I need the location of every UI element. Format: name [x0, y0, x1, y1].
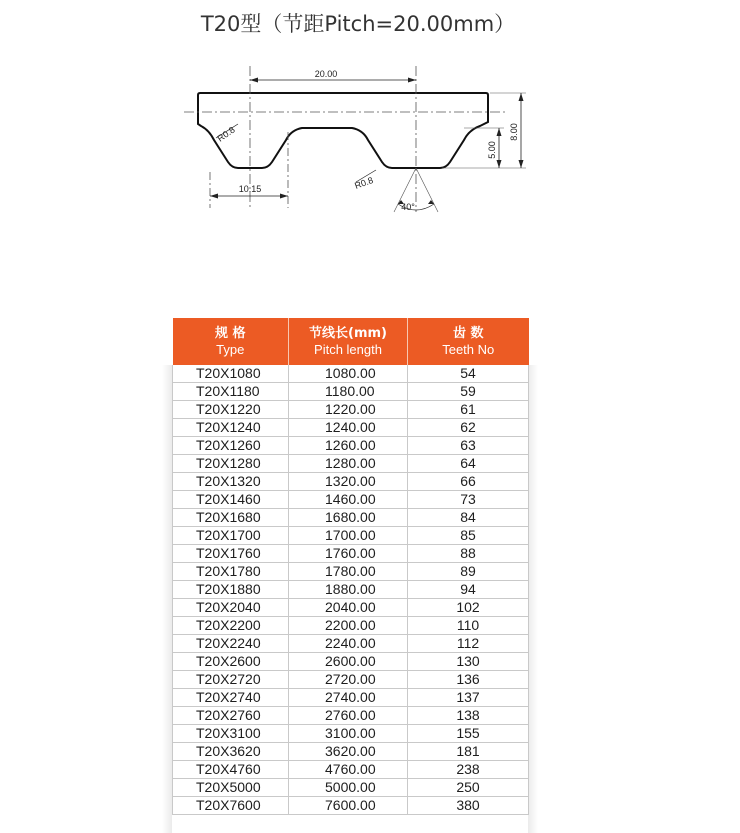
cell-type: T20X1880 — [173, 581, 289, 599]
cell-teeth-no: 63 — [408, 437, 529, 455]
cell-pitch-length: 1760.00 — [289, 545, 408, 563]
cell-type: T20X1260 — [173, 437, 289, 455]
cell-pitch-length: 2200.00 — [289, 617, 408, 635]
cell-type: T20X1700 — [173, 527, 289, 545]
cell-teeth-no: 61 — [408, 401, 529, 419]
cell-pitch-length: 1880.00 — [289, 581, 408, 599]
table-row — [173, 365, 529, 383]
cell-type: T20X3620 — [173, 743, 289, 761]
table-row — [173, 491, 529, 509]
dim-tooth-height-label: 5.00 — [487, 141, 497, 159]
cell-teeth-no: 181 — [408, 743, 529, 761]
table-row — [173, 617, 529, 635]
table-row — [173, 671, 529, 689]
cell-type: T20X5000 — [173, 779, 289, 797]
header-teeth-no-en: Teeth No — [442, 342, 495, 357]
cell-pitch-length: 5000.00 — [289, 779, 408, 797]
header-pitch-length-cn: 节线长(mm) — [309, 326, 387, 341]
header-teeth-no-cn: 齿 数 — [452, 326, 484, 341]
table-row — [173, 383, 529, 401]
header-type — [173, 318, 289, 365]
table-header-row — [173, 318, 529, 365]
table-row — [173, 419, 529, 437]
cell-pitch-length: 2740.00 — [289, 689, 408, 707]
table-row — [173, 545, 529, 563]
dim-pitch-label: 20.00 — [314, 69, 338, 79]
cell-type: T20X4760 — [173, 761, 289, 779]
cell-teeth-no: 137 — [408, 689, 529, 707]
cell-pitch-length: 2600.00 — [289, 653, 408, 671]
table-row — [173, 563, 529, 581]
table-row — [173, 707, 529, 725]
table-row — [173, 779, 529, 797]
cell-teeth-no: 66 — [408, 473, 529, 491]
header-type-cn: 规 格 — [214, 326, 246, 341]
cell-teeth-no: 94 — [408, 581, 529, 599]
cell-teeth-no: 102 — [408, 599, 529, 617]
cell-type: T20X1180 — [173, 383, 289, 401]
cell-teeth-no: 380 — [408, 797, 529, 815]
cell-type: T20X1780 — [173, 563, 289, 581]
header-type-en: Type — [216, 342, 245, 357]
cell-type: T20X1080 — [173, 365, 289, 383]
dim-total-height-label: 8.00 — [509, 123, 519, 141]
table-row — [173, 635, 529, 653]
table-row — [173, 527, 529, 545]
cell-pitch-length: 7600.00 — [289, 797, 408, 815]
cell-pitch-length: 1220.00 — [289, 401, 408, 419]
cell-pitch-length: 1680.00 — [289, 509, 408, 527]
cell-pitch-length: 3620.00 — [289, 743, 408, 761]
cell-pitch-length: 1460.00 — [289, 491, 408, 509]
cell-type: T20X7600 — [173, 797, 289, 815]
cell-teeth-no: 250 — [408, 779, 529, 797]
cell-pitch-length: 1780.00 — [289, 563, 408, 581]
cell-teeth-no: 130 — [408, 653, 529, 671]
header-pitch-length — [289, 318, 408, 365]
cell-pitch-length: 1260.00 — [289, 437, 408, 455]
cell-type: T20X1680 — [173, 509, 289, 527]
cell-teeth-no: 110 — [408, 617, 529, 635]
page-title: T20型（节距Pitch=20.00mm） — [200, 12, 516, 36]
belt-profile-drawing — [180, 62, 540, 232]
cell-teeth-no: 85 — [408, 527, 529, 545]
table-row — [173, 509, 529, 527]
cell-type: T20X2740 — [173, 689, 289, 707]
cell-teeth-no: 84 — [408, 509, 529, 527]
table-row — [173, 797, 529, 815]
cell-teeth-no: 89 — [408, 563, 529, 581]
cell-pitch-length: 2720.00 — [289, 671, 408, 689]
cell-pitch-length: 1240.00 — [289, 419, 408, 437]
table-shadow-right — [528, 365, 538, 833]
cell-teeth-no: 136 — [408, 671, 529, 689]
table-row — [173, 455, 529, 473]
table-row — [173, 689, 529, 707]
cell-pitch-length: 2240.00 — [289, 635, 408, 653]
cell-teeth-no: 62 — [408, 419, 529, 437]
cell-teeth-no: 54 — [408, 365, 529, 383]
cell-pitch-length: 3100.00 — [289, 725, 408, 743]
cell-pitch-length: 1080.00 — [289, 365, 408, 383]
cell-teeth-no: 88 — [408, 545, 529, 563]
table-body — [173, 365, 529, 815]
cell-teeth-no: 155 — [408, 725, 529, 743]
cell-pitch-length: 1320.00 — [289, 473, 408, 491]
cell-type: T20X1240 — [173, 419, 289, 437]
cell-teeth-no: 73 — [408, 491, 529, 509]
cell-pitch-length: 4760.00 — [289, 761, 408, 779]
radius-bottom-label: R0.8 — [353, 174, 375, 191]
cell-type: T20X2040 — [173, 599, 289, 617]
spec-table — [172, 318, 529, 815]
table-row — [173, 473, 529, 491]
cell-pitch-length: 1180.00 — [289, 383, 408, 401]
table-row — [173, 437, 529, 455]
angle-label: 40° — [401, 202, 415, 212]
cell-teeth-no: 59 — [408, 383, 529, 401]
cell-type: T20X2240 — [173, 635, 289, 653]
table-row — [173, 761, 529, 779]
dim-tooth-width-label: 10.15 — [238, 184, 262, 194]
table-row — [173, 581, 529, 599]
table-row — [173, 743, 529, 761]
cell-type: T20X3100 — [173, 725, 289, 743]
cell-teeth-no: 112 — [408, 635, 529, 653]
cell-type: T20X2720 — [173, 671, 289, 689]
table-row — [173, 599, 529, 617]
radius-top-label: R0.8 — [215, 124, 237, 144]
cell-pitch-length: 2760.00 — [289, 707, 408, 725]
cell-teeth-no: 138 — [408, 707, 529, 725]
cell-type: T20X2600 — [173, 653, 289, 671]
cell-type: T20X1460 — [173, 491, 289, 509]
cell-type: T20X1760 — [173, 545, 289, 563]
belt-profile-outline — [198, 93, 488, 168]
cell-type: T20X2200 — [173, 617, 289, 635]
cell-pitch-length: 2040.00 — [289, 599, 408, 617]
header-teeth-no — [408, 318, 529, 365]
cell-type: T20X1320 — [173, 473, 289, 491]
cell-teeth-no: 238 — [408, 761, 529, 779]
header-pitch-length-en: Pitch length — [314, 342, 382, 357]
cell-type: T20X1280 — [173, 455, 289, 473]
table-row — [173, 653, 529, 671]
cell-pitch-length: 1700.00 — [289, 527, 408, 545]
cell-pitch-length: 1280.00 — [289, 455, 408, 473]
cell-type: T20X1220 — [173, 401, 289, 419]
table-shadow-left — [162, 365, 172, 833]
table-row — [173, 401, 529, 419]
table-row — [173, 725, 529, 743]
cell-teeth-no: 64 — [408, 455, 529, 473]
cell-type: T20X2760 — [173, 707, 289, 725]
